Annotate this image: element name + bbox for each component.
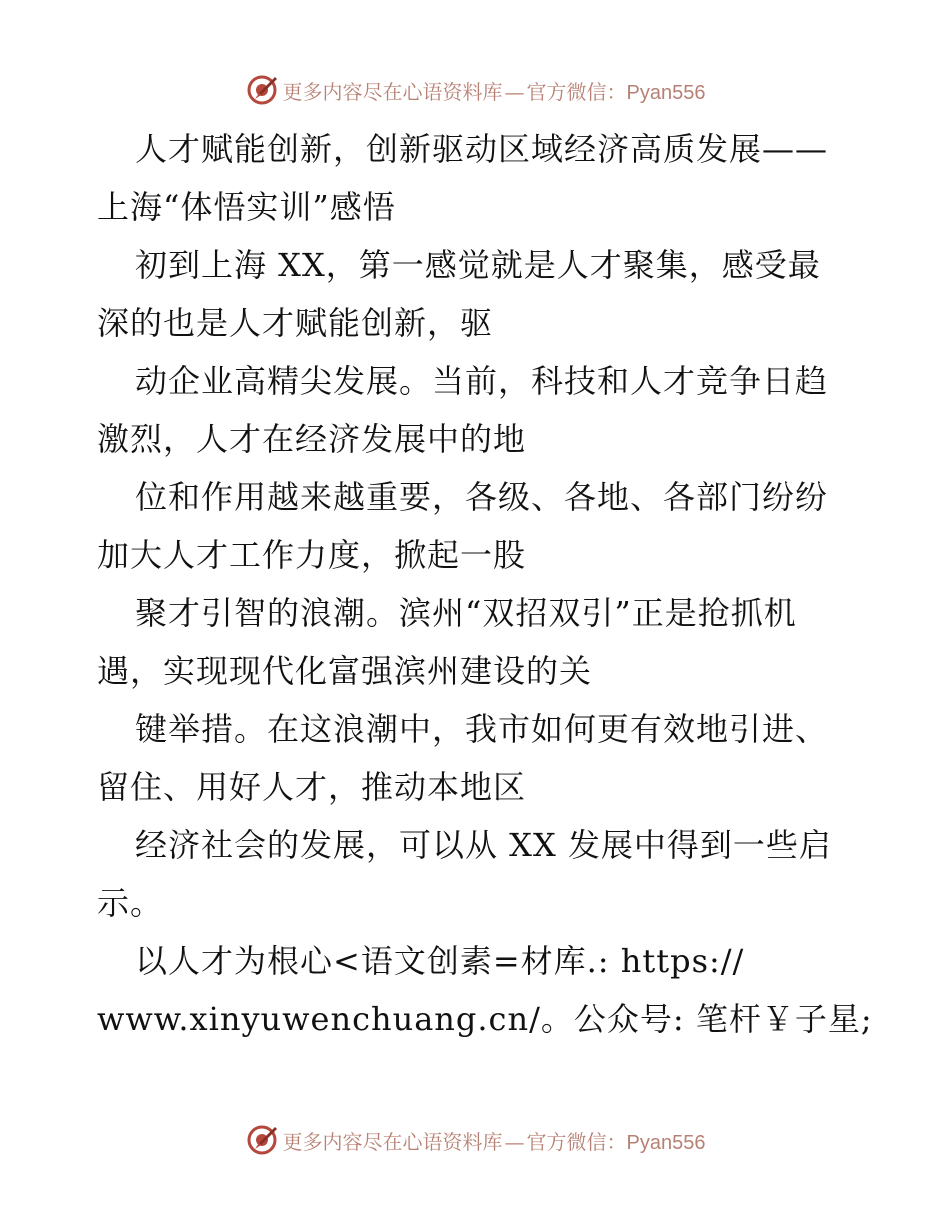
watermark-text	[283, 76, 706, 105]
paragraph-line: 键举措。在这浪潮中，我市如何更有效地引进、	[135, 710, 829, 748]
pen-logo-icon	[245, 1123, 279, 1157]
watermark-text	[283, 1126, 706, 1155]
paragraph-line: 动企业高精尖发展。当前，科技和人才竞争日趋	[135, 362, 829, 400]
footer-watermark-banner	[0, 1120, 950, 1160]
document-body	[97, 120, 873, 1048]
paragraph-line: 激烈，人才在经济发展中的地	[97, 420, 527, 458]
watermark-wechat-label: 官方微信：	[526, 79, 627, 104]
paragraph-line: 深的也是人才赋能创新，驱	[97, 304, 494, 342]
watermark-site-name: 更多内容尽在心语资料库	[282, 1129, 503, 1154]
paragraph-line: 聚才引智的浪潮。滨州“双招双引”正是抢抓机	[135, 594, 797, 632]
title-line-2: 上海“体悟实训”感悟	[97, 188, 396, 226]
paragraph-line: www.xinyuwenchuang.cn/。公众号: 笔杆￥子星;	[97, 1000, 873, 1038]
title-line-1: 人才赋能创新，创新驱动区域经济高质发展——	[135, 130, 829, 168]
watermark-site-name: 更多内容尽在心语资料库	[282, 79, 503, 104]
paragraph-line: 留住、用好人才，推动本地区	[97, 768, 527, 806]
watermark-separator: —	[504, 1129, 525, 1154]
paragraph-line: 经济社会的发展，可以从 XX 发展中得到一些启	[135, 826, 832, 864]
paragraph-line: 位和作用越来越重要，各级、各地、各部门纷纷	[135, 478, 829, 516]
paragraph-line: 示。	[97, 884, 164, 922]
paragraph-line: 遇，实现现代化富强滨州建设的关	[97, 652, 593, 690]
watermark-separator: —	[504, 79, 525, 104]
header-watermark-banner	[0, 70, 950, 110]
watermark-wechat-id: Pyan556	[626, 81, 706, 104]
paragraph-line: 加大人才工作力度，掀起一股	[97, 536, 527, 574]
watermark-wechat-label: 官方微信：	[526, 1129, 627, 1154]
paragraph-line: 初到上海 XX，第一感觉就是人才聚集，感受最	[135, 246, 821, 284]
watermark-wechat-id: Pyan556	[626, 1131, 706, 1154]
pen-logo-icon	[245, 73, 279, 107]
paragraph-line: 以人才为根心<语文创素=材库.: https://	[135, 942, 745, 980]
